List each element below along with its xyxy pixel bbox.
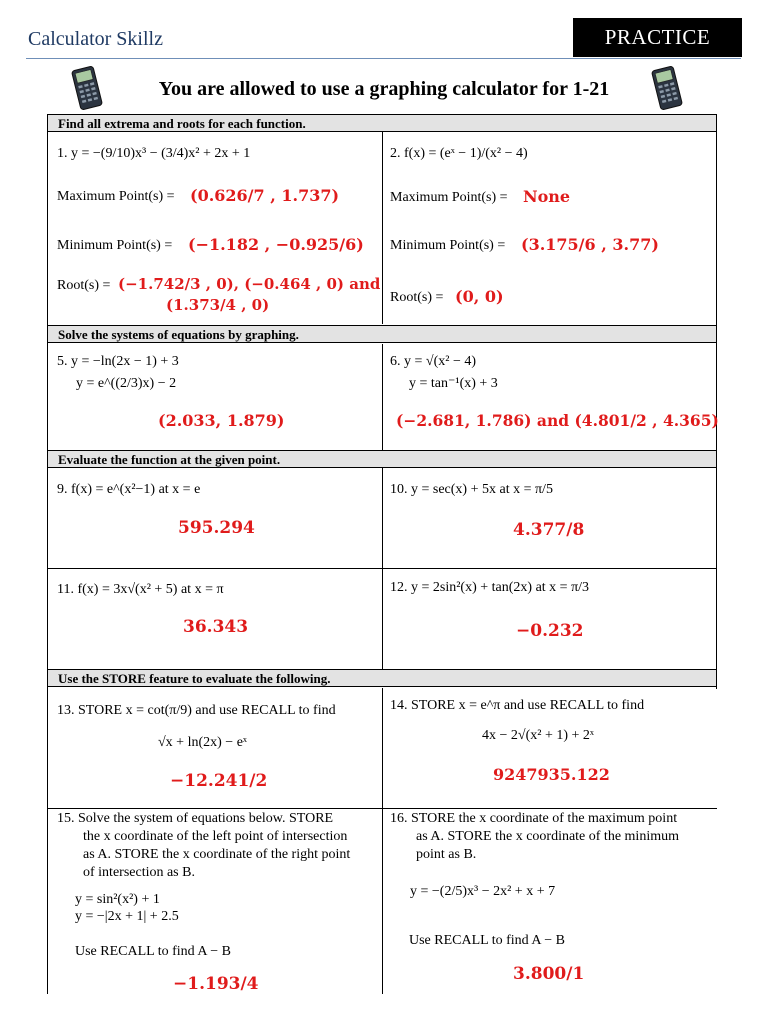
answer-2-min: (3.175/6 , 3.77) [521, 235, 659, 254]
question-6-eq2: y = tan⁻¹(x) + 3 [409, 376, 498, 391]
question-16-eq: y = −(2/5)x³ − 2x² + x + 7 [410, 884, 556, 899]
min-label: Minimum Point(s) = [57, 238, 173, 253]
question-12: 12. y = 2sin²(x) + tan(2x) at x = π/3 [390, 580, 590, 595]
min-label: Minimum Point(s) = [390, 238, 506, 253]
section-header-store: Use the STORE feature to evaluate the following. [47, 669, 717, 687]
question-16-recall: Use RECALL to find A − B [409, 933, 565, 948]
main-title: You are allowed to use a graphing calculator for 1-21 [158, 78, 610, 100]
answer-15: −1.193/4 [173, 974, 259, 994]
answer-9: 595.294 [178, 518, 255, 538]
question-15-line1: 15. Solve the system of equations below. STORE [57, 811, 334, 826]
divider [382, 344, 383, 450]
question-10: 10. y = sec(x) + 5x at x = π/5 [390, 482, 553, 497]
page-header-title: Calculator Skillz [28, 28, 163, 50]
max-label: Maximum Point(s) = [390, 190, 508, 205]
answer-5: (2.033, 1.879) [158, 411, 285, 430]
question-13: 13. STORE x = cot(π/9) and use RECALL to find [57, 703, 336, 718]
answer-1-roots-cont: (1.373/4 , 0) [166, 296, 270, 314]
answer-11: 36.343 [183, 617, 249, 637]
question-14: 14. STORE x = e^π and use RECALL to find [390, 698, 645, 713]
section-header-systems: Solve the systems of equations by graphing. [47, 325, 717, 343]
practice-badge: PRACTICE [573, 18, 742, 57]
frame-right [716, 114, 717, 689]
root-label: Root(s) = [390, 290, 444, 305]
question-2: 2. f(x) = (eˣ − 1)/(x² − 4) [390, 146, 528, 161]
answer-2-max: None [523, 187, 571, 206]
answer-12: −0.232 [516, 621, 584, 641]
root-label: Root(s) = [57, 278, 111, 293]
section-header-evaluate: Evaluate the function at the given point. [47, 450, 717, 468]
answer-2-roots: (0, 0) [455, 287, 504, 306]
divider [382, 688, 383, 994]
question-15-eq1: y = sin²(x²) + 1 [75, 892, 160, 907]
answer-14: 9247935.122 [493, 765, 610, 784]
row-divider [47, 808, 717, 809]
frame-left [47, 114, 48, 994]
question-5-eq2: y = e^((2/3)x) − 2 [76, 376, 177, 391]
answer-13: −12.241/2 [170, 771, 268, 791]
question-6-eq1: 6. y = √(x² − 4) [390, 354, 476, 369]
divider [382, 132, 383, 324]
answer-1-roots: (−1.742/3 , 0), (−0.464 , 0) and [118, 275, 381, 293]
question-15-line3: as A. STORE the x coordinate of the right point [83, 847, 351, 862]
question-16-line2: as A. STORE the x coordinate of the minimum [416, 829, 679, 844]
answer-16: 3.800/1 [513, 964, 585, 984]
question-15-line4: of intersection as B. [83, 865, 195, 880]
question-11: 11. f(x) = 3x√(x² + 5) at x = π [57, 582, 224, 597]
question-15-line2: the x coordinate of the left point of intersection [83, 829, 348, 844]
question-14-expression: 4x − 2√(x² + 1) + 2ˣ [482, 728, 594, 743]
header-rule [26, 58, 741, 59]
question-16-line3: point as B. [416, 847, 477, 862]
question-15-recall: Use RECALL to find A − B [75, 944, 231, 959]
max-label: Maximum Point(s) = [57, 189, 175, 204]
answer-6: (−2.681, 1.786) and (4.801/2 , 4.365) [396, 411, 719, 430]
row-divider [47, 568, 717, 569]
answer-1-min: (−1.182 , −0.925/6) [188, 235, 364, 254]
answer-1-max: (0.626/7 , 1.737) [190, 186, 340, 205]
question-15-eq2: y = −|2x + 1| + 2.5 [75, 909, 179, 924]
question-16-line1: 16. STORE the x coordinate of the maximum point [390, 811, 678, 826]
section-header-extrema: Find all extrema and roots for each function. [47, 114, 717, 132]
question-1: 1. y = −(9/10)x³ − (3/4)x² + 2x + 1 [57, 146, 251, 161]
question-5-eq1: 5. y = −ln(2x − 1) + 3 [57, 354, 179, 369]
answer-10: 4.377/8 [513, 520, 585, 540]
question-13-expression: √x + ln(2x) − eˣ [158, 735, 247, 750]
question-9: 9. f(x) = e^(x²−1) at x = e [57, 482, 201, 497]
